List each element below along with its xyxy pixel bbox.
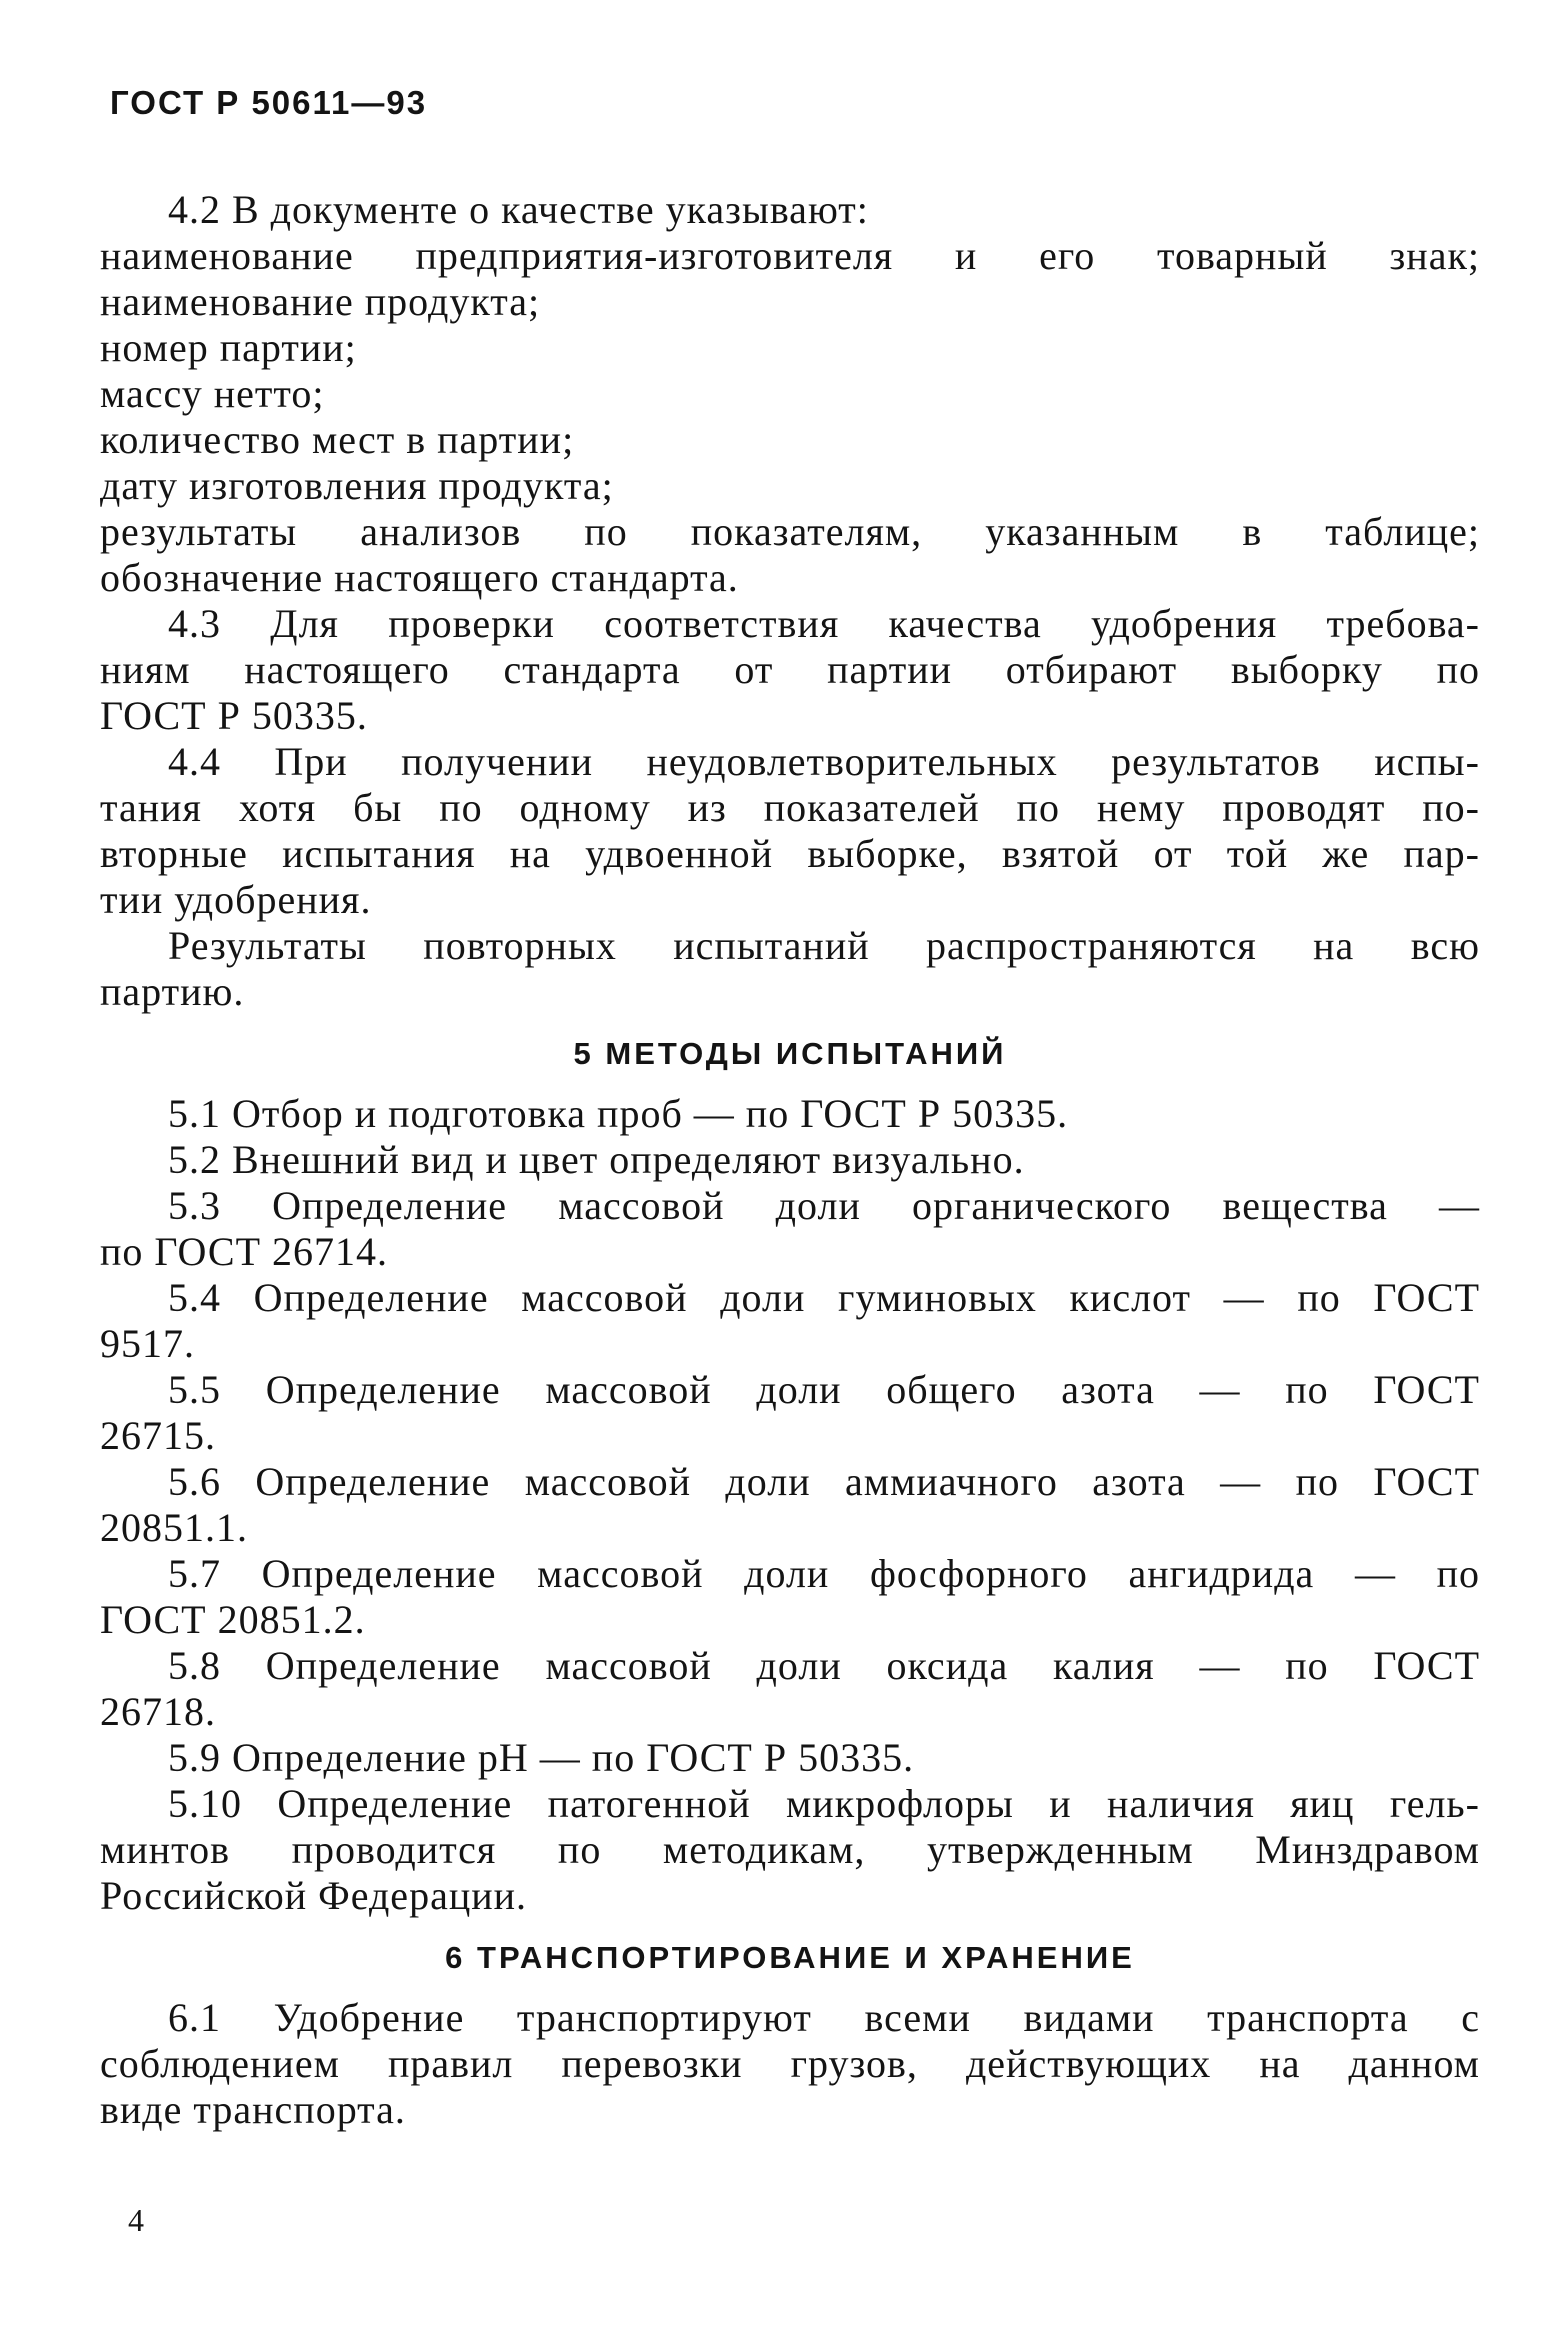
text-line: количество мест в партии; bbox=[100, 417, 575, 462]
text-line: тания хотя бы по одному из показателей по нему проводят по- bbox=[100, 785, 1480, 830]
text-line: ГОСТ 20851.2. bbox=[100, 1597, 366, 1642]
text-line: обозначение настоящего стандарта. bbox=[100, 555, 739, 600]
text-line: 9517. bbox=[100, 1321, 195, 1366]
text-line: наименование предприятия-изготовителя и его товарный знак; bbox=[100, 233, 1480, 278]
text-line: 5.10 Определение патогенной микрофлоры и наличия яиц гель- bbox=[168, 1781, 1480, 1826]
text-line: дату изготовления продукта; bbox=[100, 463, 614, 508]
text-line: по ГОСТ 26714. bbox=[100, 1229, 389, 1274]
text-line: вторные испытания на удвоенной выборке, взятой от той же пар- bbox=[100, 831, 1480, 876]
text-line: 5.3 Определение массовой доли органического вещества — bbox=[168, 1183, 1480, 1228]
text-line: ГОСТ Р 50335. bbox=[100, 693, 368, 738]
text-line: 5.8 Определение массовой доли оксида калия — по ГОСТ bbox=[168, 1643, 1480, 1688]
text-line: результаты анализов по показателям, указанным в таблице; bbox=[100, 509, 1480, 554]
text-line: 5.1 Отбор и подготовка проб — по ГОСТ Р 50335. bbox=[168, 1091, 1069, 1136]
text-line: 26718. bbox=[100, 1689, 216, 1734]
text-line: минтов проводится по методикам, утвержденным Минздравом bbox=[100, 1827, 1480, 1872]
text-line: Результаты повторных испытаний распространяются на всю bbox=[168, 923, 1480, 968]
text-line: тии удобрения. bbox=[100, 877, 372, 922]
text-line: номер партии; bbox=[100, 325, 357, 370]
text-line: 5.4 Определение массовой доли гуминовых кислот — по ГОСТ bbox=[168, 1275, 1480, 1320]
text-line: соблюдением правил перевозки грузов, действующих на данном bbox=[100, 2041, 1480, 2086]
text-line: 6.1 Удобрение транспортируют всеми видами транспорта с bbox=[168, 1995, 1480, 2040]
page-number: 4 bbox=[128, 2202, 144, 2238]
text-line: наименование продукта; bbox=[100, 279, 541, 324]
text-line: виде транспорта. bbox=[100, 2087, 406, 2132]
text-line: 5.6 Определение массовой доли аммиачного азота — по ГОСТ bbox=[168, 1459, 1480, 1504]
text-line: Российской Федерации. bbox=[100, 1873, 528, 1918]
text-line: 26715. bbox=[100, 1413, 216, 1458]
text-line: 4.3 Для проверки соответствия качества удобрения требова- bbox=[168, 601, 1480, 646]
text-line: 5.9 Определение pH — по ГОСТ Р 50335. bbox=[168, 1735, 915, 1780]
document-header: ГОСТ Р 50611—93 bbox=[110, 84, 428, 121]
section-heading: 5 МЕТОДЫ ИСПЫТАНИЙ bbox=[573, 1036, 1007, 1071]
text-line: партию. bbox=[100, 969, 245, 1014]
text-line: 5.2 Внешний вид и цвет определяют визуально. bbox=[168, 1137, 1025, 1182]
text-line: 4.2 В документе о качестве указывают: bbox=[168, 187, 869, 232]
text-line: 5.7 Определение массовой доли фосфорного ангидрида — по bbox=[168, 1551, 1480, 1596]
text-line: ниям настоящего стандарта от партии отбирают выборку по bbox=[100, 647, 1480, 692]
text-line: 5.5 Определение массовой доли общего азота — по ГОСТ bbox=[168, 1367, 1480, 1412]
text-line: массу нетто; bbox=[100, 371, 325, 416]
text-line: 20851.1. bbox=[100, 1505, 248, 1550]
section-heading: 6 ТРАНСПОРТИРОВАНИЕ И ХРАНЕНИЕ bbox=[445, 1940, 1135, 1975]
text-line: 4.4 При получении неудовлетворительных результатов испы- bbox=[168, 739, 1480, 784]
